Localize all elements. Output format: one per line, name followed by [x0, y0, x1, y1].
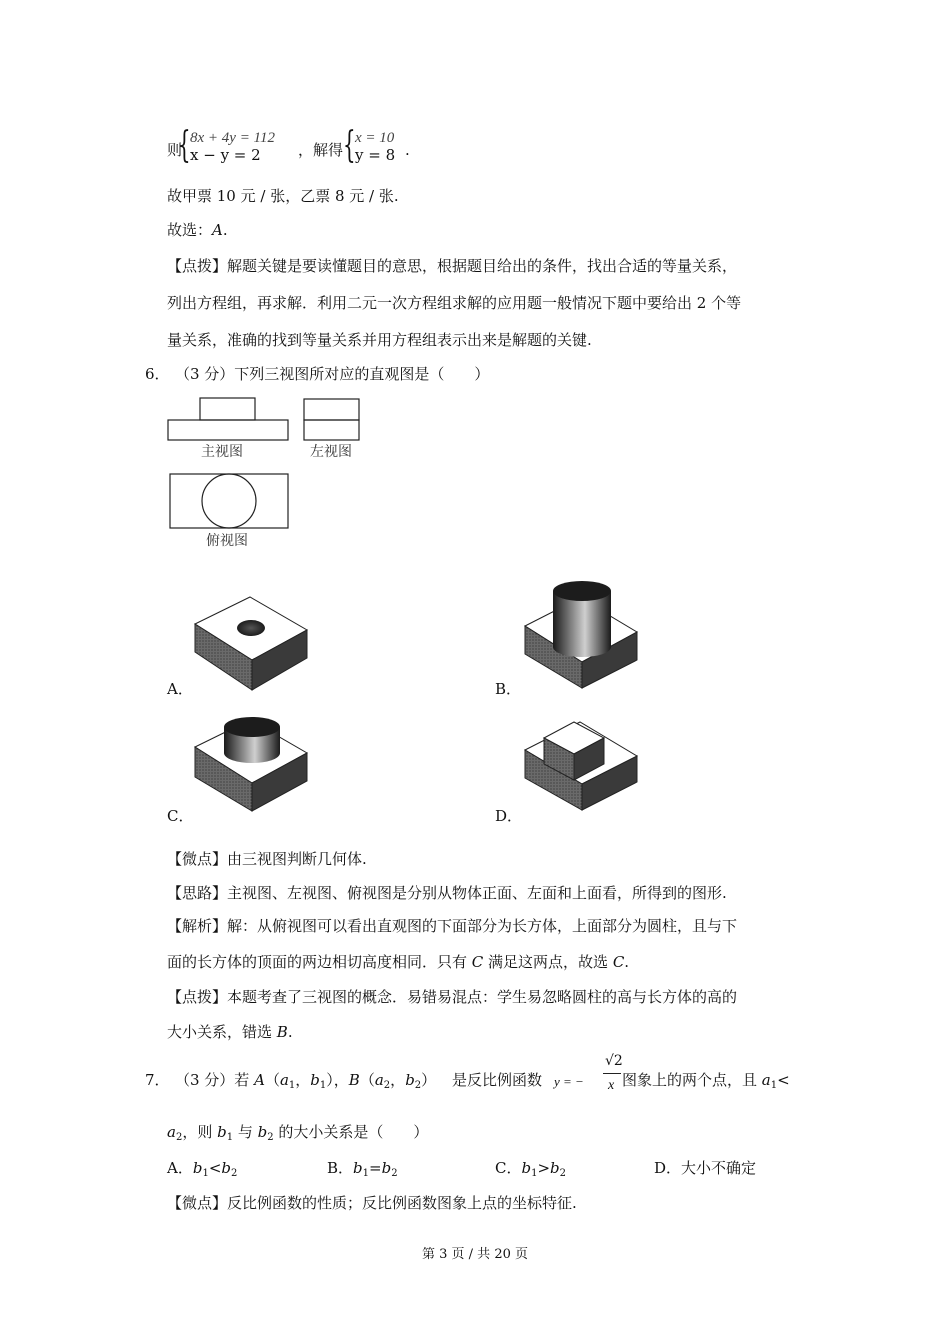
q6-dianbo-1: 【点拨】本题考查了三视图的概念．易错易混点：学生易忽略圆柱的高与长方体的高的 [167, 988, 738, 1006]
q6-option-b-label[interactable]: B． [495, 680, 522, 698]
dianbo-3: 量关系，准确的找到等量关系并用方程组表示出来是解题的关键. [167, 331, 592, 349]
text-jiede: ，解得 [298, 141, 344, 159]
fraction-bar [603, 1073, 621, 1074]
solution-1: x = 10 [355, 130, 395, 146]
front-view [168, 398, 288, 440]
q7-option-a[interactable]: A．$b_1<b_2$ [167, 1159, 238, 1179]
answer-line: 故甲票 10 元 / 张，乙票 8 元 / 张. [167, 187, 399, 205]
q7-option-c[interactable]: C．$b_1>b_2$ [495, 1159, 567, 1179]
q7-stem-c: 图象上的两个点，且 $a_1<$ [622, 1071, 790, 1091]
q7-weidian: 【微点】反比例函数的性质；反比例函数图象上点的坐标特征. [167, 1194, 577, 1212]
option-a-figure[interactable] [190, 592, 320, 692]
equation-2: x − y = 2 [190, 146, 261, 164]
label-top-view: 俯视图 [206, 533, 248, 549]
equation-1: 8x + 4y = 112 [190, 130, 275, 146]
q7-func-denominator: x [608, 1078, 615, 1093]
q7-stem-a: （3 分）若 $A(a_1$，$b_1$），$B(a_2$，$b_2$） [175, 1071, 437, 1091]
brace-right: { [343, 125, 356, 166]
option-b-figure[interactable] [520, 576, 645, 691]
q6-option-d-label[interactable]: D． [495, 807, 523, 825]
q7-func-y: y = − [554, 1074, 584, 1089]
q7-stem-b: 是反比例函数 [452, 1071, 543, 1089]
q7-option-b[interactable]: B．$b_1=b_2$ [327, 1159, 398, 1179]
q6-silu: 【思路】主视图、左视图、俯视图是分别从物体正面、左面和上面看，所得到的图形. [167, 884, 727, 902]
choose-line: 故选：A. [167, 221, 228, 239]
label-front-view: 主视图 [201, 444, 243, 460]
q6-dianbo-2: 大小关系，错选 B. [167, 1023, 293, 1041]
option-c-figure[interactable] [190, 715, 320, 815]
q6-jiexi-2: 面的长方体的顶面的两边相切高度相同．只有 C 满足这两点，故选 C. [167, 953, 630, 971]
text-end: . [405, 141, 410, 159]
q6-option-c-label[interactable]: C． [167, 807, 194, 825]
side-view [304, 399, 359, 440]
top-view [170, 474, 288, 528]
q6-stem: （3 分）下列三视图所对应的直观图是（ ） [175, 365, 490, 383]
q6-option-a-label[interactable]: A． [167, 680, 193, 698]
three-view-figure [160, 390, 370, 550]
q6-number: 6． [145, 365, 170, 383]
q7-line2: $a_2$，则 $b_1$ 与 $b_2$ 的大小关系是（ ） [167, 1123, 429, 1143]
label-left-view: 左视图 [310, 444, 352, 460]
q6-jiexi-1: 【解析】解：从俯视图可以看出直观图的下面部分为长方体，上面部分为圆柱，且与下 [167, 917, 738, 935]
text-ze: 则 [167, 141, 183, 159]
q6-weidian: 【微点】由三视图判断几何体. [167, 850, 367, 868]
brace-left: { [178, 125, 191, 166]
q7-func-numerator: √2 [605, 1053, 623, 1069]
dianbo-1: 【点拨】解题关键是要读懂题目的意思，根据题目给出的条件，找出合适的等量关系， [167, 257, 738, 275]
option-d-figure[interactable] [520, 710, 645, 815]
q7-number: 7． [145, 1071, 170, 1089]
page-footer: 第 3 页 / 共 20 页 [422, 1247, 528, 1262]
solution-2: y = 8 [355, 146, 396, 164]
q7-option-d[interactable]: D．大小不确定 [654, 1159, 757, 1177]
dianbo-2: 列出方程组，再求解．利用二元一次方程组求解的应用题一般情况下题中要给出 2 个等 [167, 294, 742, 312]
